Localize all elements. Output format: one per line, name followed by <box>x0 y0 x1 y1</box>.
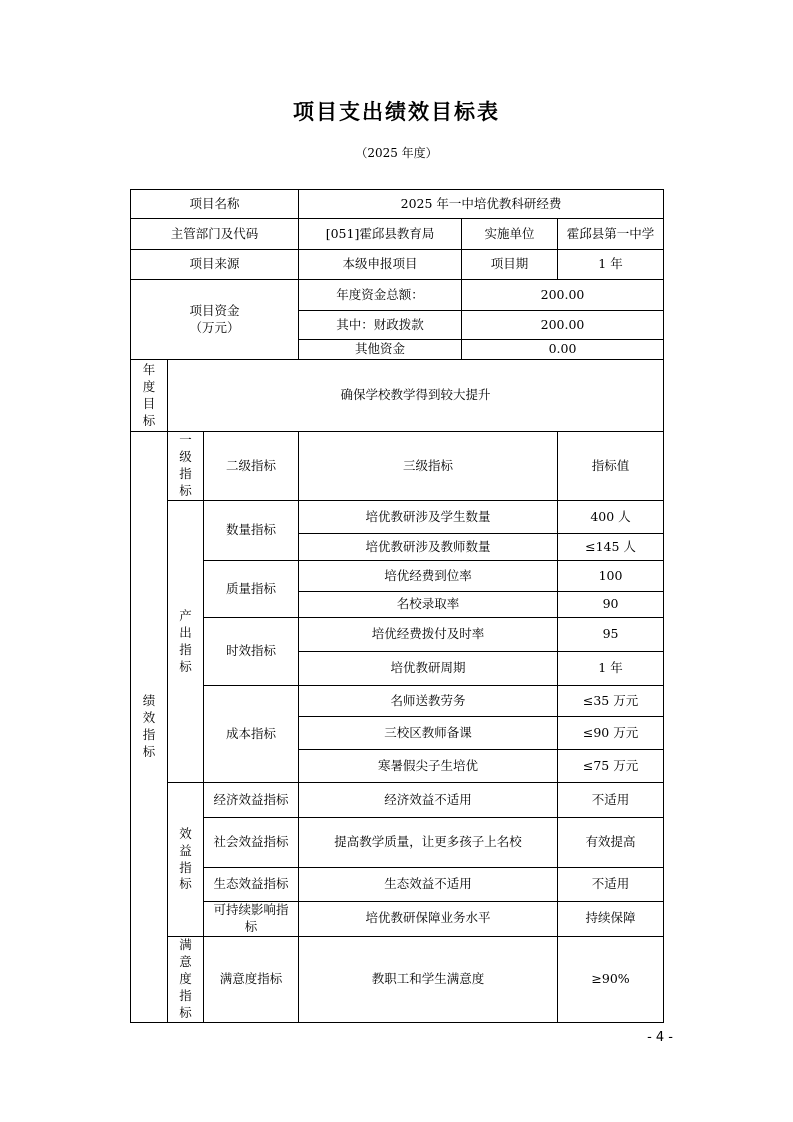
satisfaction-value: ≥90% <box>558 936 664 1022</box>
t2-value: 1 年 <box>558 652 664 686</box>
period-label: 项目期 <box>462 250 558 280</box>
ql2-name: 名校录取率 <box>299 592 558 618</box>
source-value: 本级申报项目 <box>299 250 462 280</box>
ql2-value: 90 <box>558 592 664 618</box>
period-value: 1 年 <box>558 250 664 280</box>
funds-other-value: 0.00 <box>462 340 664 360</box>
q1-name: 培优教研涉及学生数量 <box>299 501 558 534</box>
satisfaction-sub-label: 满意度指标 <box>204 936 299 1022</box>
benefit-indicator-label: 效益指标 <box>168 783 204 936</box>
annual-goal-label: 年度目标 <box>131 360 168 432</box>
quantity-indicator-label: 数量指标 <box>204 501 299 561</box>
quality-indicator-label: 质量指标 <box>204 561 299 618</box>
funds-total-label: 年度资金总额： <box>299 280 462 311</box>
page-number: - 4 - <box>647 1030 673 1045</box>
funds-total-value: 200.00 <box>462 280 664 311</box>
satisfaction-indicator-label: 满意度指标 <box>168 936 204 1022</box>
performance-goal-table <box>130 189 664 1023</box>
impl-value: 霍邱县第一中学 <box>558 219 664 250</box>
c2-value: ≤90 万元 <box>558 717 664 750</box>
level2-header: 二级指标 <box>204 432 299 501</box>
econ-value: 不适用 <box>558 783 664 818</box>
t1-name: 培优经费拨付及时率 <box>299 618 558 652</box>
output-indicator-label: 产出指标 <box>168 501 204 783</box>
ql1-value: 100 <box>558 561 664 592</box>
eco-indicator-label: 生态效益指标 <box>204 867 299 901</box>
q1-value: 400 人 <box>558 501 664 534</box>
level3-header: 三级指标 <box>299 432 558 501</box>
value-header: 指标值 <box>558 432 664 501</box>
c3-name: 寒暑假尖子生培优 <box>299 750 558 783</box>
dept-value: [051]霍邱县教育局 <box>299 219 462 250</box>
source-label: 项目来源 <box>131 250 299 280</box>
funds-fiscal-value: 200.00 <box>462 311 664 340</box>
c1-value: ≤35 万元 <box>558 686 664 717</box>
impl-label: 实施单位 <box>462 219 558 250</box>
sustain-name: 培优教研保障业务水平 <box>299 901 558 936</box>
funds-other-label: 其他资金 <box>299 340 462 360</box>
perf-indicator-label: 绩效指标 <box>131 432 168 1023</box>
annual-goal-text: 确保学校教学得到较大提升 <box>168 360 664 432</box>
c3-value: ≤75 万元 <box>558 750 664 783</box>
satisfaction-name: 教职工和学生满意度 <box>299 936 558 1022</box>
funds-label: 项目资金（万元） <box>131 280 299 360</box>
time-indicator-label: 时效指标 <box>204 618 299 686</box>
funds-fiscal-label: 其中：财政拨款 <box>299 311 462 340</box>
project-name-value: 2025 年一中培优教科研经费 <box>299 190 664 219</box>
eco-name: 生态效益不适用 <box>299 867 558 901</box>
social-value: 有效提高 <box>558 818 664 867</box>
econ-name: 经济效益不适用 <box>299 783 558 818</box>
q2-name: 培优教研涉及教师数量 <box>299 534 558 561</box>
dept-label: 主管部门及代码 <box>131 219 299 250</box>
c1-name: 名师送教劳务 <box>299 686 558 717</box>
social-indicator-label: 社会效益指标 <box>204 818 299 867</box>
project-name-label: 项目名称 <box>131 190 299 219</box>
cost-indicator-label: 成本指标 <box>204 686 299 783</box>
ql1-name: 培优经费到位率 <box>299 561 558 592</box>
social-name: 提高教学质量，让更多孩子上名校 <box>299 818 558 867</box>
level1-header: 一级指标 <box>168 432 204 501</box>
econ-indicator-label: 经济效益指标 <box>204 783 299 818</box>
t1-value: 95 <box>558 618 664 652</box>
t2-name: 培优教研周期 <box>299 652 558 686</box>
q2-value: ≤145 人 <box>558 534 664 561</box>
year-subtitle: （2025 年度） <box>355 146 438 160</box>
eco-value: 不适用 <box>558 867 664 901</box>
sustain-value: 持续保障 <box>558 901 664 936</box>
c2-name: 三校区教师备课 <box>299 717 558 750</box>
page-title: 项目支出绩效目标表 <box>293 100 500 124</box>
sustain-indicator-label: 可持续影响指标 <box>204 901 299 936</box>
